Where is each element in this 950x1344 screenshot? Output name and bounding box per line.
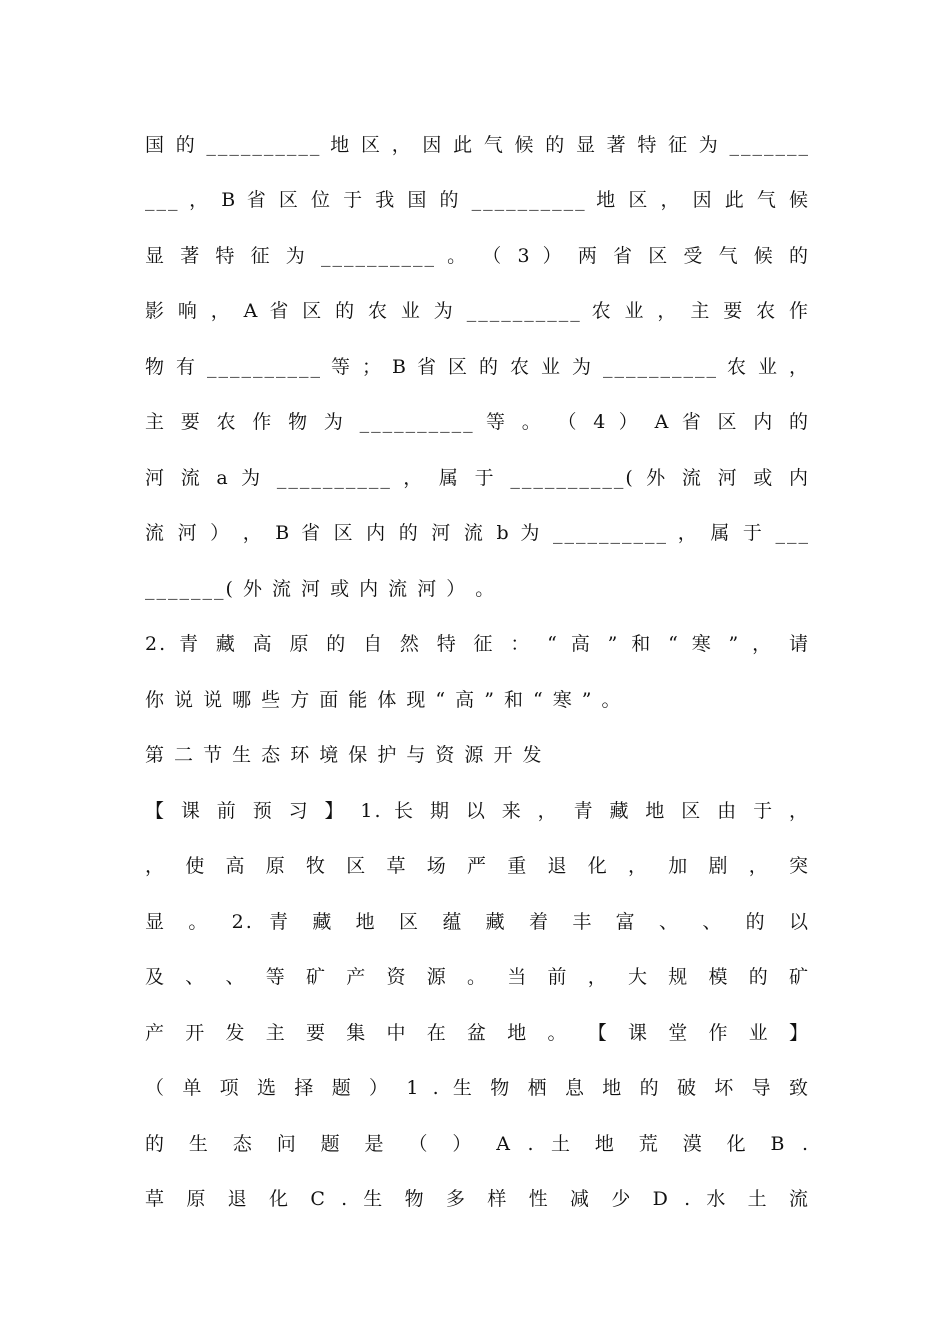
text-line-8: 流 河 ） ， B 省 区 内 的 河 流 b 为 __________ ， 属 于 ___ <box>145 522 810 544</box>
text-line-16: 及 、 、 等 矿 产 资 源 。 当 前 ， 大 规 模 的 矿 <box>145 966 810 988</box>
text-line-3: 显 著 特 征 为 __________ 。 （ 3 ） 两 省 区 受 气 候 的 <box>145 245 810 267</box>
text-line-15: 显 。 2. 青 藏 地 区 蕴 藏 着 丰 富 、 、 的 以 <box>145 911 810 933</box>
text-line-19: 的 生 态 问 题 是 （ ） A . 土 地 荒 漠 化 B . <box>145 1133 810 1155</box>
text-line-4: 影 响 ， A 省 区 的 农 业 为 __________ 农 业 ， 主 要 农 作 <box>145 300 810 322</box>
text-line-5: 物 有 __________ 等 ； B 省 区 的 农 业 为 __________ 农 业 ， <box>145 356 810 378</box>
text-line-14: ， 使 高 原 牧 区 草 场 严 重 退 化 ， 加 剧 ， 突 <box>145 855 810 877</box>
text-line-17: 产 开 发 主 要 集 中 在 盆 地 。 【 课 堂 作 业 】 <box>145 1022 810 1044</box>
text-line-20: 草 原 退 化 C . 生 物 多 样 性 减 少 D . 水 土 流 <box>145 1188 810 1210</box>
text-line-7: 河 流 a 为 __________ ， 属 于 __________( 外 流 河 或 内 <box>145 467 810 489</box>
text-line-9: _______( 外 流 河 或 内 流 河 ） 。 <box>145 578 497 600</box>
text-line-1: 国 的 __________ 地 区 ， 因 此 气 候 的 显 著 特 征 为 _______ <box>145 134 810 156</box>
text-line-13: 【 课 前 预 习 】 1. 长 期 以 来 ， 青 藏 地 区 由 于 ， <box>145 800 810 822</box>
text-line-11: 你 说 说 哪 些 方 面 能 体 现 “ 高 ” 和 “ 寒 ” 。 <box>145 689 623 711</box>
text-line-10: 2. 青 藏 高 原 的 自 然 特 征 ： “ 高 ” 和 “ 寒 ” ， 请 <box>145 633 810 655</box>
text-line-18: （ 单 项 选 择 题 ） 1 . 生 物 栖 息 地 的 破 坏 导 致 <box>145 1077 810 1099</box>
section-heading: 第 二 节 生 态 环 境 保 护 与 资 源 开 发 <box>145 744 544 766</box>
text-line-2: ___ ， B 省 区 位 于 我 国 的 __________ 地 区 ， 因 此 气 候 <box>145 189 810 211</box>
text-line-6: 主 要 农 作 物 为 __________ 等 。 （ 4 ） A 省 区 内 的 <box>145 411 810 433</box>
